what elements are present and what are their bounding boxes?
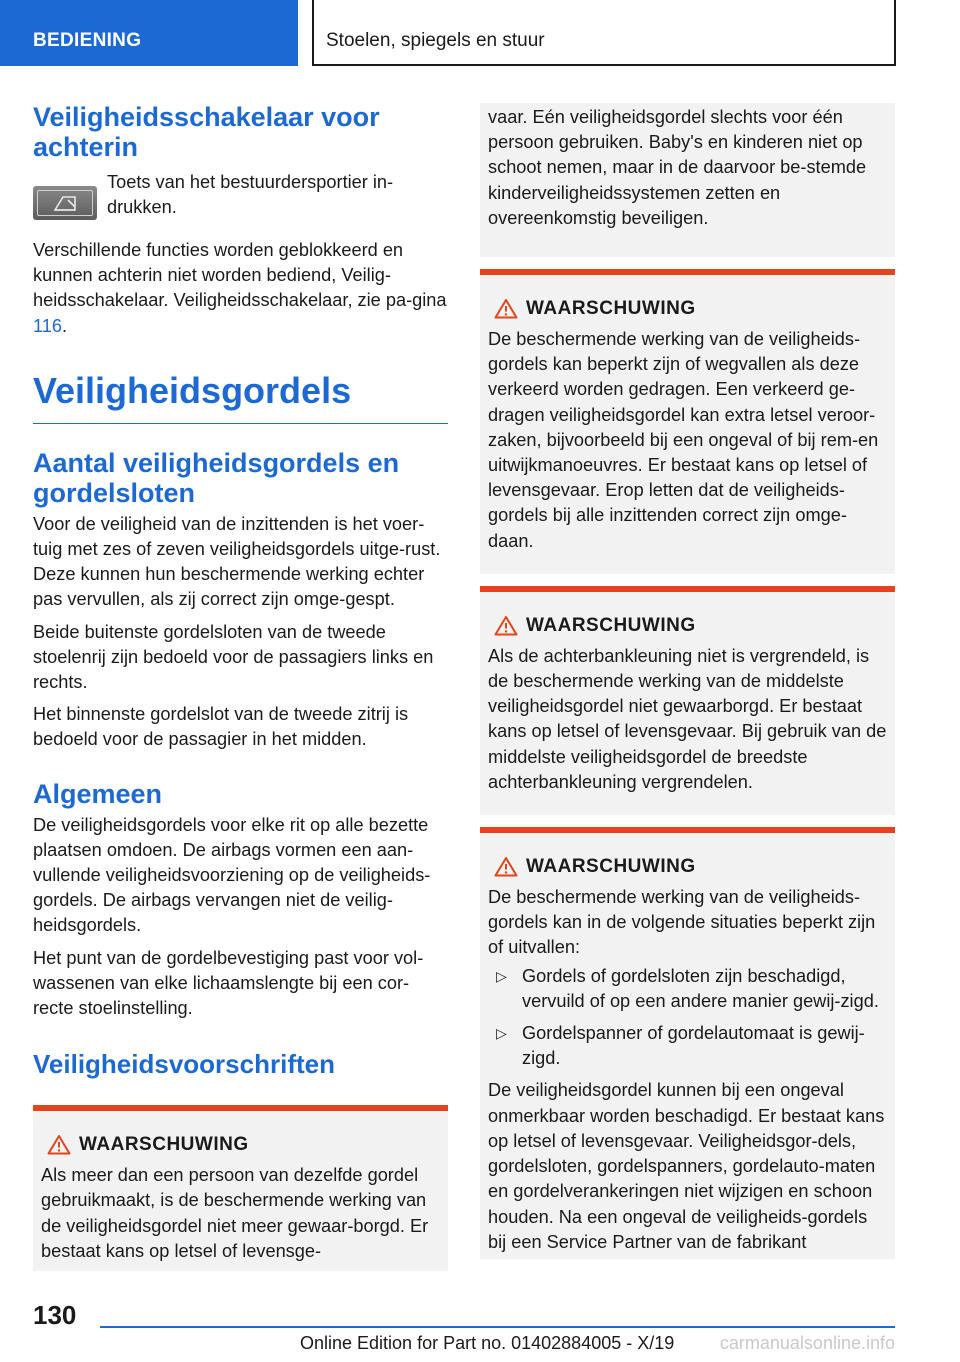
childlock-body-text: Verschillende functies worden geblokkeerd en kunnen achterin niet worden bediend, Veilig-heidsschakelaar. Veiligheidsschakelaar, zie pa-gina <box>33 240 447 311</box>
list-item <box>488 964 887 1014</box>
childlock-body-end: . <box>62 315 68 336</box>
count-paragraph-1: Voor de veiligheid van de inzittenden is het voer-tuig met zes of zeven veiligheidsgordels uitge-rust. Deze kunnen hun beschermende werking echter pas vervullen, als zij correct zijn omge-gespt. <box>33 513 441 610</box>
page-header <box>0 0 960 66</box>
count-paragraph-2: Beide buitenste gordelsloten van de tweede stoelenrij zijn bedoeld voor de passagiers links en rechts. <box>33 621 434 693</box>
childlock-body <box>33 238 448 339</box>
right-column <box>480 100 895 1259</box>
belts-heading: Veiligheidsgordels <box>33 371 448 424</box>
warning-title-4 <box>488 855 887 879</box>
warning-text-1-continued: vaar. Eén veiligheidsgordel slechts voor één persoon gebruiken. Baby's en kinderen niet op schoot nemen, maar in de daarvoor be-stemde kinderveiligheidssystemen zetten en overeenkomstig beveiligen. <box>488 107 867 228</box>
list-item <box>488 1021 887 1071</box>
warning-triangle-icon <box>47 1134 71 1155</box>
childlock-button-text: Toets van het bestuurdersportier in-drukken. <box>107 172 394 217</box>
triangle-bullet-icon: ▷ <box>496 967 507 984</box>
warning-box-1 <box>33 1105 448 1271</box>
triangle-bullet-icon: ▷ <box>496 1025 507 1042</box>
general-paragraph-2: Het punt van de gordelbevestiging past voor vol-wassenen van elke lichaamslengte bij een cor-recte stoelinstelling. <box>33 947 424 1019</box>
warning-intro-4: De beschermende werking van de veiligheids-gordels kan in de volgende situaties beperkt zijn of uitvallen: <box>488 887 876 958</box>
page-number: 130 <box>33 1300 77 1330</box>
warning-title-text-3: WAARSCHUWING <box>526 614 696 636</box>
warning-title-3 <box>488 614 887 638</box>
warning-title-1 <box>41 1133 440 1157</box>
warning-title-text-4: WAARSCHUWING <box>526 856 696 878</box>
general-paragraph-1: De veiligheidsgordels voor elke rit op alle bezette plaatsen omdoen. De airbags vormen een aan-vullende veiligheidsvoorziening op de veiligheids-gordels. De airbags vervangen niet de veilig-heidsgordels. <box>33 814 431 936</box>
warning-triangle-icon <box>494 856 518 877</box>
footer-edition: Online Edition for Part no. 01402884005 - X/19 <box>300 1333 675 1353</box>
footer-watermark: carmanualsonline.info <box>719 1333 895 1353</box>
count-paragraph-3: Het binnenste gordelslot van de tweede zitrij is bedoeld voor de passagier in het midden. <box>33 704 409 750</box>
warning-title-text-1: WAARSCHUWING <box>79 1134 249 1156</box>
section-tab: BEDIENING <box>0 0 298 66</box>
left-column <box>33 100 448 1271</box>
chapter-title: Stoelen, spiegels en stuur <box>312 0 896 66</box>
warning-text-3: Als de achterbankleuning niet is vergrendeld, is de beschermende werking van de middelste veiligheidsgordel niet gewaarborgd. Er bestaat kans op letsel of levensgevaar. Bij gebruik van de middelste veiligheidsgordel de breedste achterbankleuning vergrendelen. <box>488 645 887 792</box>
footer-divider <box>100 1326 895 1328</box>
page-link[interactable]: 116 <box>33 315 62 336</box>
warning-triangle-icon <box>494 615 518 636</box>
list-item-text: Gordelspanner of gordelautomaat is gewij-zigd. <box>522 1023 865 1069</box>
list-item-text: Gordels of gordelsloten zijn beschadigd, vervuild of op een andere manier gewij-zigd. <box>522 965 879 1011</box>
childlock-button-row <box>33 170 448 228</box>
warning-triangle-icon <box>494 298 518 319</box>
warning-title-text-2: WAARSCHUWING <box>526 298 696 320</box>
warning-box-3 <box>480 586 895 815</box>
warning-title-2 <box>488 297 887 321</box>
warning-bullet-list <box>488 964 887 1072</box>
count-heading: Aantal veiligheidsgordels en gordelsloten <box>33 447 400 508</box>
warning-box-4 <box>480 827 895 1259</box>
childlock-heading: Veiligheidsschakelaar voor achterin <box>33 102 380 162</box>
warning-text-2: De beschermende werking van de veiligheids-gordels kan beperkt zijn of wegvallen als deze verkeerd worden gedragen. Een verkeerd ge-dragen veiligheidsgordel kan extra letsel veroor-zaken, bijvoorbeeld bij een ongeval of bij rem-en uitwijkmanoeuvres. Er bestaat kans op letsel of levensgevaar. Erop letten dat de veiligheids-gordels bij alle inzittenden correct zijn omge-daan. <box>488 329 879 551</box>
child-lock-button-icon <box>33 186 97 220</box>
rules-heading: Veiligheidsvoorschriften <box>33 1049 335 1080</box>
warning-box-2 <box>480 269 895 574</box>
warning-text-1: Als meer dan een persoon van dezelfde gordel gebruikmaakt, is de beschermende werking van de veiligheidsgordel niet meer gewaar-borgd. Er bestaat kans op letsel of levensge- <box>41 1165 429 1261</box>
warning-continuation-box <box>480 103 895 257</box>
general-heading: Algemeen <box>33 778 163 809</box>
warning-text-4: De veiligheidsgordel kunnen bij een ongeval onmerkbaar worden beschadigd. Er bestaat kans op letsel of levensgevaar. Veiligheidsgor-dels, gordelsloten, gordelspanners, gordelauto-maten en gordelverankeringen niet wijzigen en schoon houden. Na een ongeval de veiligheids-gordels bij een Service Partner van de fabrikant <box>488 1080 885 1252</box>
